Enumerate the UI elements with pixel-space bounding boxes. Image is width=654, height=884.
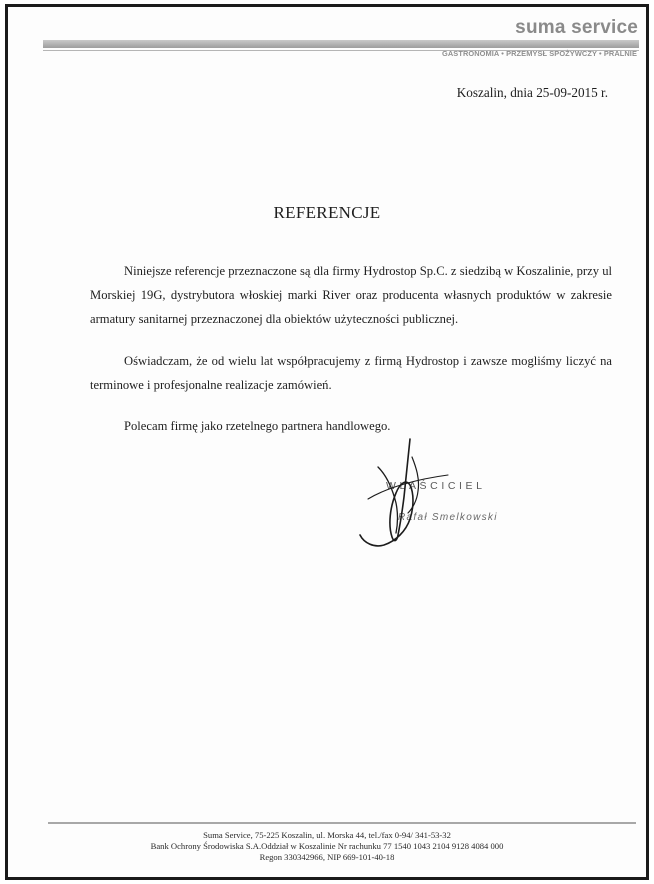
handwritten-signature xyxy=(348,427,478,552)
company-tagline: GASTRONOMIA • PRZEMYSŁ SPOŻYWCZY • PRALNIE xyxy=(442,49,637,58)
paragraph-introduction xyxy=(90,259,612,331)
paragraph-statement xyxy=(90,349,612,397)
paragraph-text: Polecam firmę jako rzetelnego partnera handlowego. xyxy=(124,419,391,433)
footer-contact xyxy=(8,830,646,863)
signatory-title: WŁAŚCICIEL xyxy=(386,480,486,492)
paragraph-text: Niniejsze referencje przeznaczone są dla firmy Hydrostop Sp.C. z siedzibą w Koszalinie, przy ul Morskiej 19G, dystrybutora włoskiej marki River oraz producenta własnych produktów w zakresie armatury sanitarnej przeznaczonej dla obiektów użyteczności publicznej. xyxy=(90,264,612,326)
footer-bank-account: Bank Ochrony Środowiska S.A.Oddział w Koszalinie Nr rachunku 77 1540 1043 2104 9128 4084 000 xyxy=(150,841,504,851)
letterhead-bar xyxy=(43,40,639,48)
company-logo-text: suma service xyxy=(515,17,638,38)
signatory-name: Rafał Smelkowski xyxy=(398,512,498,523)
paragraph-text: Oświadczam, że od wielu lat współpracujemy z firmą Hydrostop i zawsze mogliśmy liczyć na terminowe i profesjonalne realizacje zamówień. xyxy=(90,354,612,392)
footer-rule xyxy=(48,822,636,824)
date-line: Koszalin, dnia 25-09-2015 r. xyxy=(456,85,608,100)
footer-address: Suma Service, 75-225 Koszalin, ul. Morska 44, tel./fax 0-94/ 341-53-32 xyxy=(203,830,451,840)
document-title: REFERENCJE xyxy=(273,203,381,222)
letter-page xyxy=(5,4,649,880)
footer-registration: Regon 330342966, NIP 669-101-40-18 xyxy=(259,852,395,862)
